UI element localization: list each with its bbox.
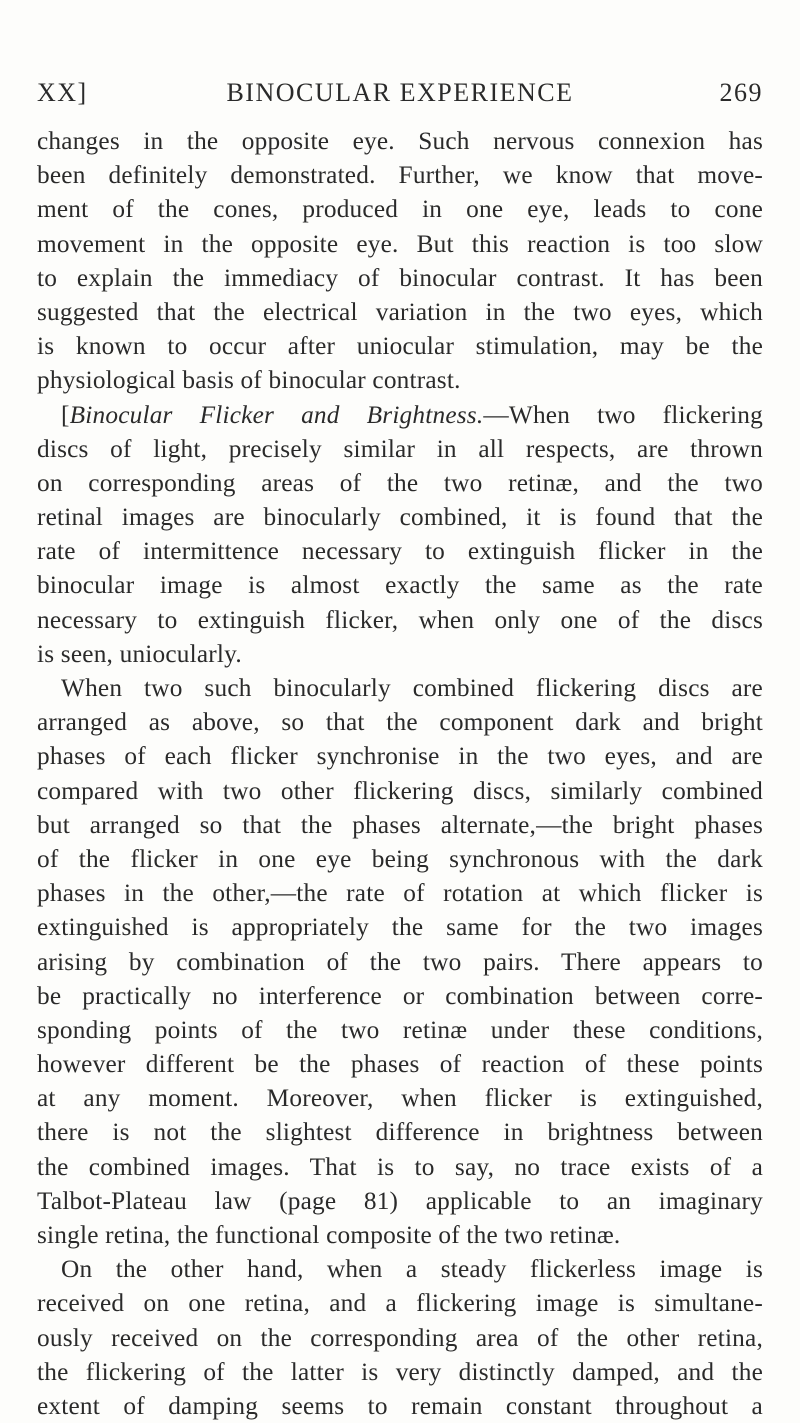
text-line: compared with two other flickering discs, similarly combined	[37, 776, 763, 805]
text-line: suggested that the electrical variation in the two eyes, which	[37, 297, 763, 326]
text-line: arranged as above, so that the component dark and bright	[37, 708, 763, 737]
text-line: received on one retina, and a flickering image is simultane-	[37, 1289, 763, 1318]
text-line: phases in the other,—the rate of rotation at which flicker is	[37, 879, 763, 908]
text-line: sponding points of the two retinæ under these conditions,	[37, 1015, 763, 1044]
text-line: of the flicker in one eye being synchronous with the dark	[37, 844, 763, 873]
text-line: On the other hand, when a steady flickerless image is	[61, 1255, 763, 1284]
text-line: Talbot-Plateau law (page 81) applicable to an imaginary	[37, 1186, 763, 1215]
text-line	[37, 398, 763, 432]
running-title: BINOCULAR EXPERIENCE	[226, 78, 574, 107]
text-line: on corresponding areas of the two retinæ, and the two	[37, 468, 763, 497]
text-line: be practically no interference or combination between corre-	[37, 981, 763, 1010]
text-line: extent of damping seems to remain constant throughout a	[37, 1391, 763, 1420]
text-line: phases of each flicker synchronise in the two eyes, and are	[37, 742, 763, 771]
chapter-number: XX]	[37, 78, 88, 107]
text-line: been definitely demonstrated. Further, we know that move-	[37, 161, 763, 190]
text-line: however different be the phases of reaction of these points	[37, 1050, 763, 1079]
page-number: 269	[719, 78, 763, 107]
text-line: physiological basis of binocular contrast.	[37, 366, 461, 395]
text-line: ment of the cones, produced in one eye, leads to cone	[37, 195, 763, 224]
text-line: binocular image is almost exactly the same as the rate	[37, 571, 763, 600]
text-line: ously received on the corresponding area of the other retina,	[37, 1323, 763, 1352]
section-heading: Binocular Flicker and Brightness.	[69, 400, 484, 429]
text-line: but arranged so that the phases alternate,—the bright phases	[37, 810, 763, 839]
running-header	[37, 78, 763, 118]
text-line: discs of light, precisely similar in all respects, are thrown	[37, 434, 763, 463]
text-line: the combined images. That is to say, no trace exists of a	[37, 1152, 763, 1181]
text-line: there is not the slightest difference in brightness between	[37, 1118, 763, 1147]
text-line: changes in the opposite eye. Such nervous connexion has	[37, 127, 763, 155]
text-line: movement in the opposite eye. But this reaction is too slow	[37, 229, 763, 258]
text-line: is seen, uniocularly.	[37, 639, 242, 668]
text-line: When two such binocularly combined flickering discs are	[61, 674, 763, 702]
text-line: to explain the immediacy of binocular contrast. It has been	[37, 263, 763, 292]
bracket: [	[61, 400, 70, 429]
text-line: at any moment. Moreover, when flicker is extinguished,	[37, 1084, 763, 1113]
line-text: —When two flickering	[483, 400, 763, 429]
text-line: retinal images are binocularly combined, it is found that the	[37, 503, 763, 532]
body-text	[37, 124, 763, 1423]
text-line: rate of intermittence necessary to extinguish flicker in the	[37, 537, 763, 566]
text-line: is known to occur after uniocular stimulation, may be the	[37, 332, 763, 361]
text-line: extinguished is appropriately the same for the two images	[37, 913, 763, 942]
text-line: necessary to extinguish flicker, when only one of the discs	[37, 605, 763, 634]
text-line: the flickering of the latter is very distinctly damped, and the	[37, 1357, 763, 1386]
text-line: single retina, the functional composite of the two retinæ.	[37, 1221, 621, 1249]
text-line: arising by combination of the two pairs. There appears to	[37, 947, 763, 976]
